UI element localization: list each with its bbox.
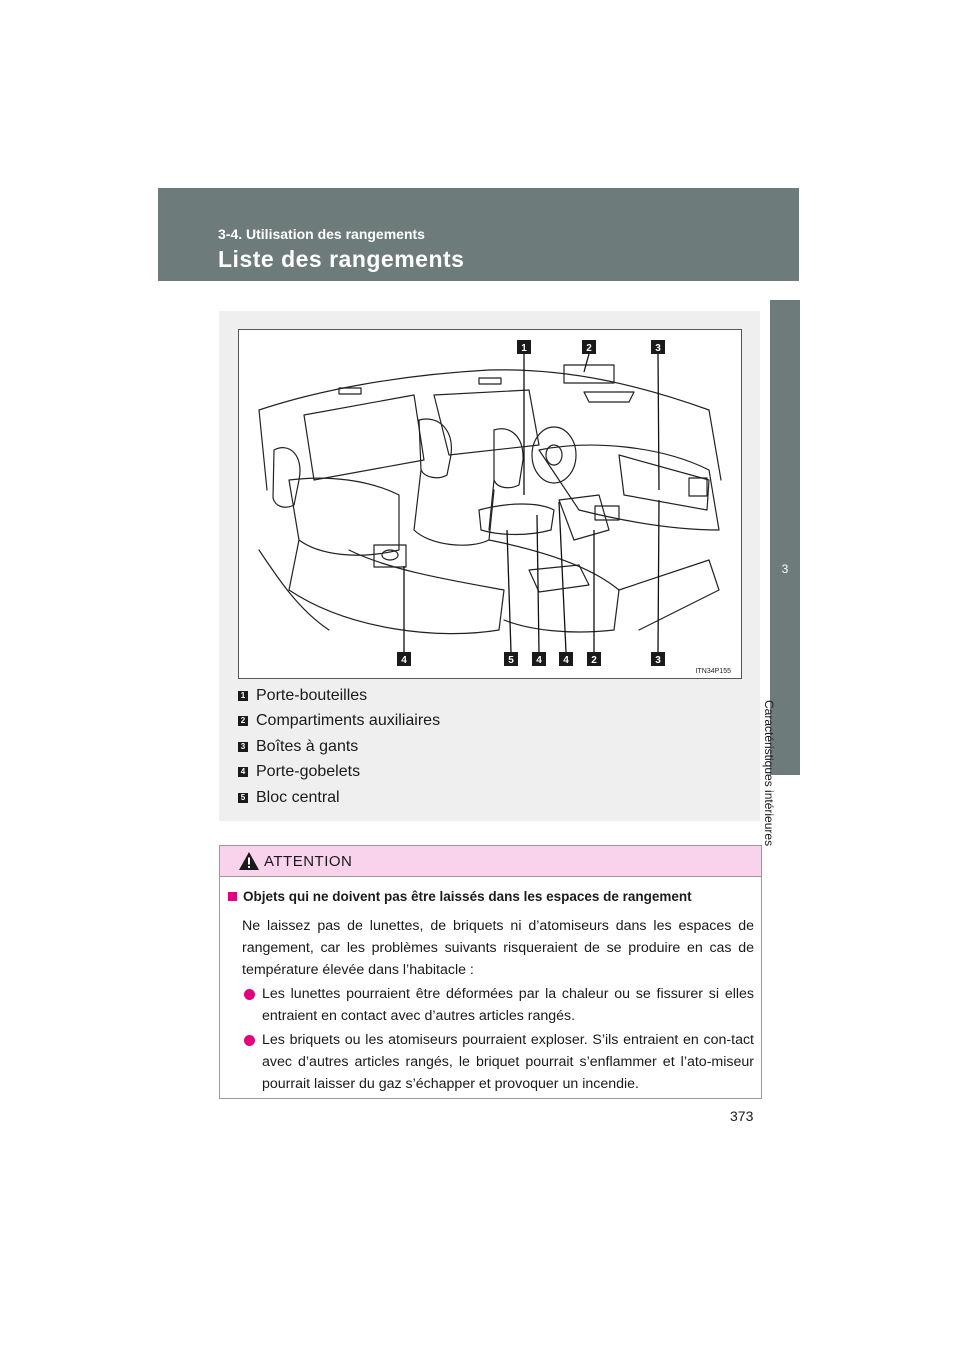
callout-label: 2: [586, 343, 592, 354]
bullet-dot-icon: [244, 989, 255, 1000]
warning-heading: [228, 889, 692, 904]
warning-title: ATTENTION: [264, 853, 353, 870]
warning-bullet: [242, 983, 754, 1027]
chapter-label: [762, 700, 782, 847]
legend-number: 2: [238, 716, 248, 726]
warning-paragraph: Ne laissez pas de lunettes, de briquets ni d’atomiseurs dans les espaces de rangement, car les problèmes suivants risqueraient de se produire en cas de température élevée dans l’habitacle :: [242, 918, 754, 978]
interior-illustration: [238, 329, 742, 679]
legend-item: [238, 683, 440, 709]
figure-code: ITN34P155: [695, 668, 731, 675]
warning-bullet-text: Les lunettes pourraient être déformées par la chaleur ou se fissurer si elles entraient en contact avec d’autres articles rangés.: [262, 986, 754, 1024]
legend-number: 3: [238, 742, 248, 752]
legend-label: Boîtes à gants: [256, 737, 359, 755]
callout-label: 1: [521, 343, 527, 354]
legend-item: [238, 734, 440, 760]
callout-label: 4: [536, 655, 542, 666]
legend-label: Porte-gobelets: [256, 763, 361, 781]
warning-bullet-text: Les briquets ou les atomiseurs pourraient exploser. S’ils entraient en con-tact avec d’autres articles rangés, le briquet pourrait s’enflammer et l’ato-miseur pourrait laisser du gaz s’échapper et provoquer un incendie.: [262, 1032, 754, 1092]
warning-heading-text: Objets qui ne doivent pas être laissés dans les espaces de rangement: [243, 889, 692, 904]
warning-triangle-icon: [238, 851, 260, 871]
legend-number: 1: [238, 691, 248, 701]
page-title: Liste des rangements: [218, 246, 465, 272]
section-label: 3-4. Utilisation des rangements: [218, 226, 425, 242]
callout-label: 2: [591, 655, 597, 666]
car-interior-drawing: [239, 330, 741, 678]
warning-box: [219, 845, 762, 1099]
legend-number: 4: [238, 767, 248, 777]
callout-label: 3: [655, 343, 661, 354]
chapter-number: 3: [781, 562, 789, 576]
section-header: [158, 188, 799, 281]
callout-label: 5: [508, 655, 514, 666]
warning-header: [220, 846, 761, 877]
warning-bullet: [242, 1029, 754, 1095]
legend-label: Compartiments auxiliaires: [256, 712, 441, 730]
chapter-label-text: Caractéristiques intérieures: [762, 700, 776, 847]
legend-item: [238, 785, 440, 811]
bullet-dot-icon: [244, 1035, 255, 1046]
legend-label: Porte-bouteilles: [256, 686, 368, 704]
legend-number: 5: [238, 793, 248, 803]
callout-label: 3: [655, 655, 661, 666]
legend-item: [238, 760, 440, 786]
square-bullet-icon: [228, 892, 237, 901]
legend-label: Bloc central: [256, 788, 340, 806]
callout-label: 4: [563, 655, 569, 666]
legend-item: [238, 709, 440, 735]
callout-label: 4: [401, 655, 407, 666]
legend-list: [238, 683, 440, 811]
page-number: 373: [730, 1108, 754, 1124]
